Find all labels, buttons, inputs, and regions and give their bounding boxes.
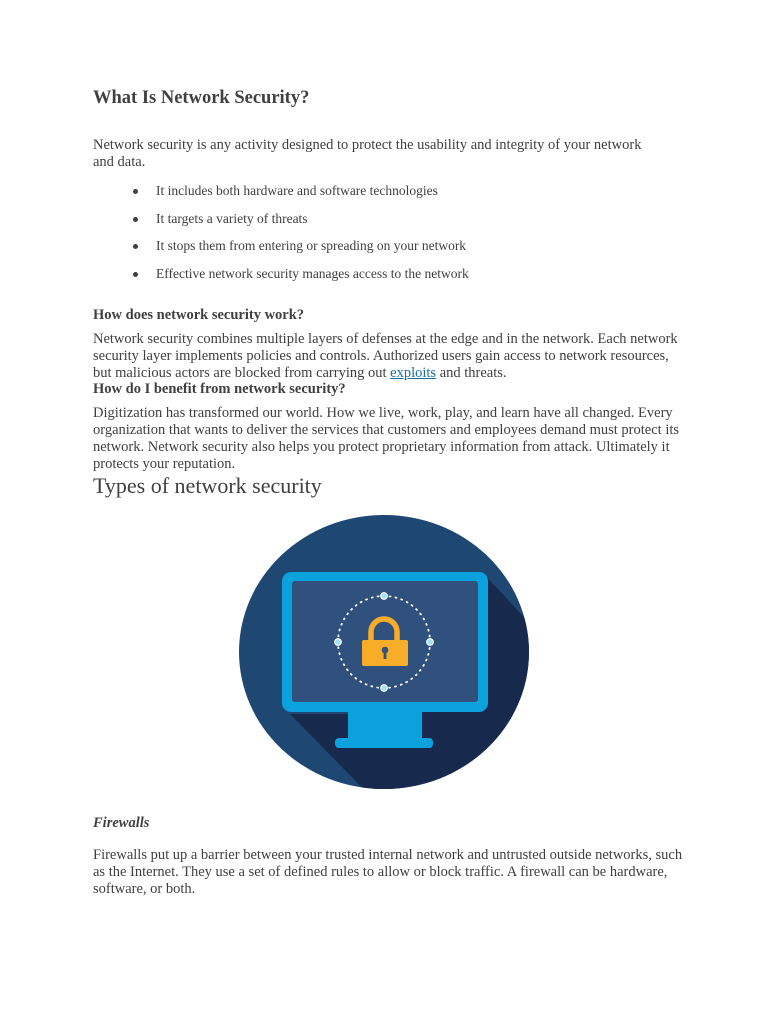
list-item: It targets a variety of threats xyxy=(93,210,469,238)
monitor-base xyxy=(335,738,433,748)
bullet-dot xyxy=(133,217,138,222)
benefit-paragraph: Digitization has transformed our world. How we live, work, play, and learn have all changed. Every organization that wants to deliver the services that customers and employees demand must protect its network. Network security also helps you protect proprietary information from attack. Ultimately it protects your reputation. xyxy=(93,405,680,472)
padlock-keyhole-slot xyxy=(384,651,387,659)
list-item: It stops them from entering or spreading on your network xyxy=(93,237,469,265)
how-works-heading: How does network security work? xyxy=(93,307,305,323)
firewalls-paragraph: Firewalls put up a barrier between your trusted internal network and untrusted outside networks, such as the Internet. They use a set of defined rules to allow or block traffic. A firewall can be hardware, software, or both. xyxy=(93,847,683,897)
exploits-link[interactable]: exploits xyxy=(390,365,437,381)
monitor-neck xyxy=(348,712,422,740)
list-item: It includes both hardware and software technologies xyxy=(93,182,469,210)
intro-paragraph: Network security is any activity designed to protect the usability and integrity of your network and data. xyxy=(93,137,642,170)
ring-node xyxy=(335,639,342,646)
types-heading: Types of network security xyxy=(93,473,322,498)
bullet-dot xyxy=(133,189,138,194)
bullet-dot xyxy=(133,272,138,277)
feature-list xyxy=(93,182,469,292)
list-item: Effective network security manages access to the network xyxy=(93,265,469,293)
firewalls-heading: Firewalls xyxy=(93,815,150,831)
page-title: What Is Network Security? xyxy=(93,88,310,108)
benefit-heading: How do I benefit from network security? xyxy=(93,381,346,397)
ring-node xyxy=(381,685,388,692)
how-works-paragraph: Network security combines multiple layers of defenses at the edge and in the network. Each network security layer implements policies and controls. Authorized users gain access to network resources, but malicious actors are blocked from carrying out exploits and threats. xyxy=(93,331,678,381)
ring-node xyxy=(427,639,434,646)
bullet-dot xyxy=(133,244,138,249)
monitor-padlock-icon xyxy=(238,514,530,790)
ring-node xyxy=(381,593,388,600)
